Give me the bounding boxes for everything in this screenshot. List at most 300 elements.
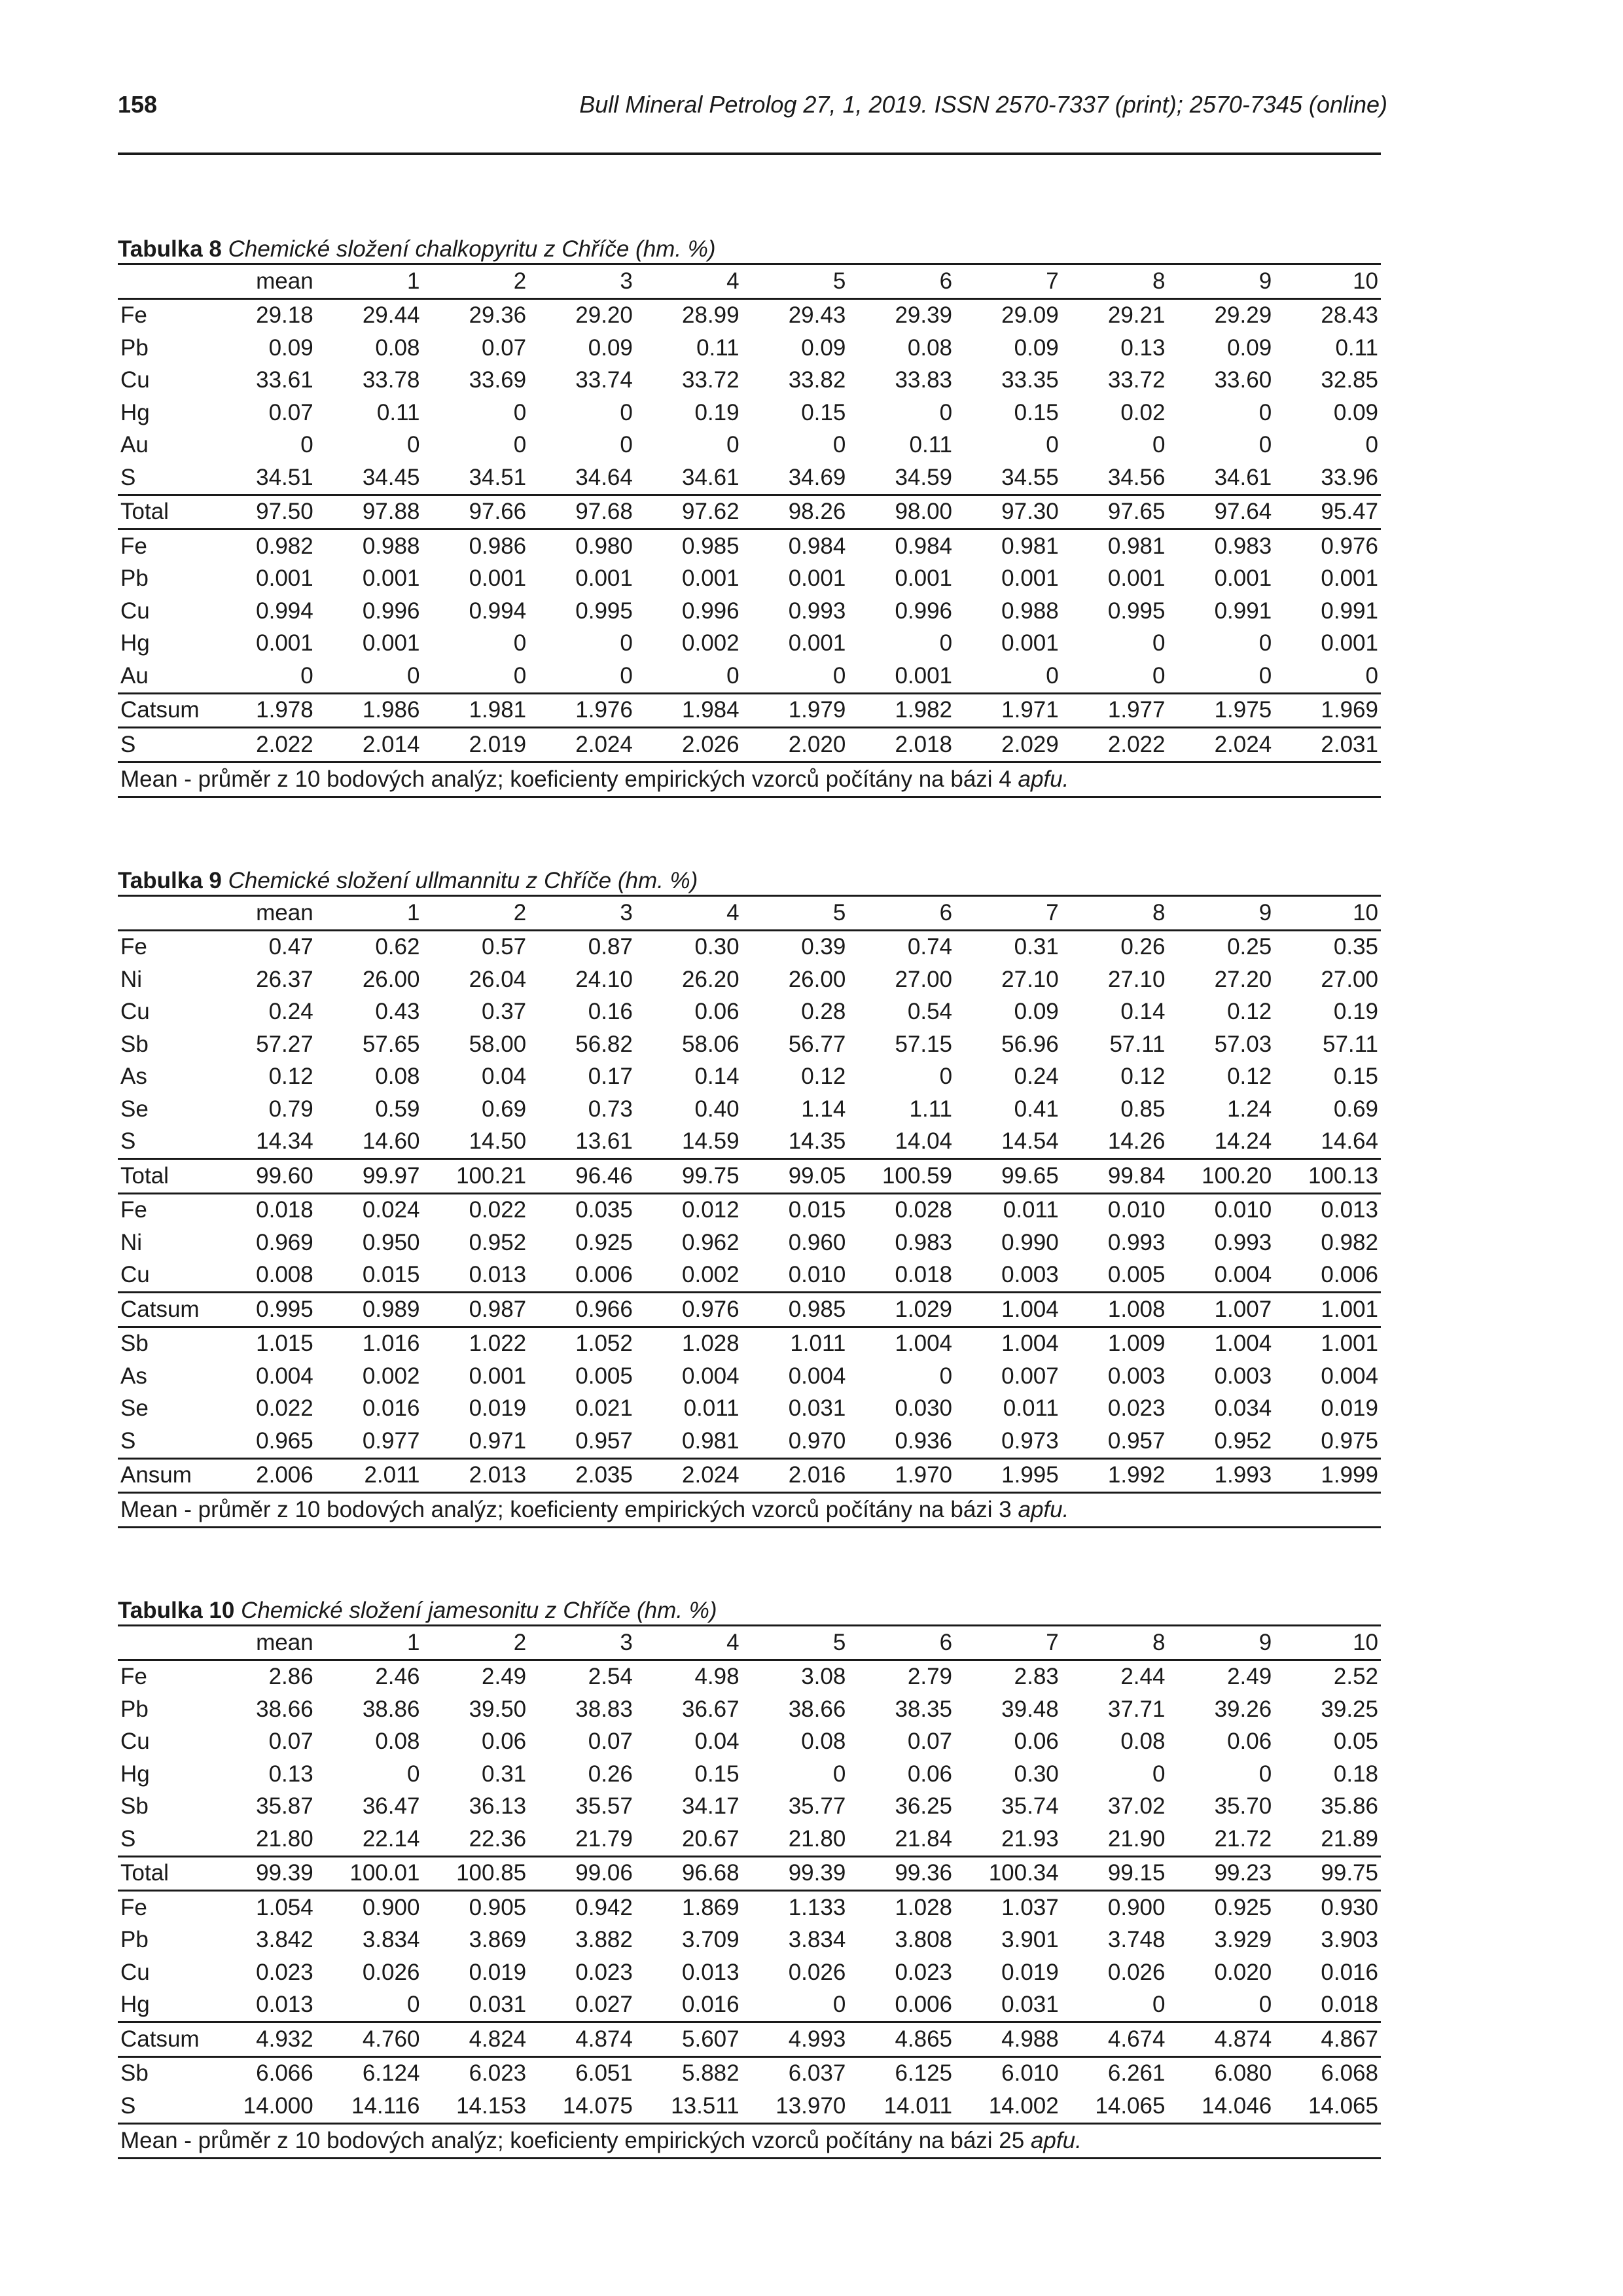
table-cell: 36.25	[895, 1793, 953, 1820]
row-label: S	[120, 464, 136, 490]
table-cell: 0	[1152, 630, 1166, 656]
table-row	[118, 1791, 1381, 1823]
table-cell: 0.16	[588, 999, 633, 1025]
table-cell: 0	[1046, 432, 1059, 458]
table-cell: 0.005	[575, 1363, 633, 1389]
table-row	[118, 2090, 1381, 2123]
table-cell: 0.12	[268, 1064, 313, 1090]
table-cell: 0.001	[575, 565, 633, 592]
table-cell: 58.06	[682, 1031, 740, 1057]
table-row	[118, 2022, 1381, 2057]
table-cell: 0.13	[268, 1761, 313, 1787]
table-row	[118, 1093, 1381, 1126]
table-cell: 0.06	[694, 999, 740, 1025]
table-cell: 57.27	[256, 1031, 313, 1057]
table-row	[118, 1823, 1381, 1856]
column-header	[118, 896, 209, 931]
table-cell: 99.23	[1214, 1860, 1272, 1886]
table-cell: 0.24	[1014, 1064, 1059, 1090]
table-cell: 21.80	[788, 1825, 846, 1852]
table-cell: 0.980	[575, 533, 633, 559]
table-cell: 6.066	[256, 2060, 313, 2087]
table-cell: 0.006	[895, 1992, 953, 2018]
table-row	[118, 1259, 1381, 1293]
table-cell: 0.05	[1333, 1729, 1378, 1755]
table-cell: 98.00	[895, 499, 953, 525]
table-cell: 1.001	[1321, 1331, 1378, 1357]
table-cell: 0.41	[1014, 1096, 1059, 1122]
row-label: Hg	[120, 630, 150, 656]
table-cell: 0.013	[682, 1959, 740, 1985]
table-cell: 0.001	[362, 565, 420, 592]
table-cell: 0.09	[1227, 334, 1272, 361]
table-cell: 26.00	[788, 966, 846, 992]
journal-citation: Bull Mineral Petrolog 27, 1, 2019. ISSN 2570-7337 (print); 2570-7345 (online)	[579, 91, 1387, 118]
table-cell: 0.59	[375, 1096, 420, 1122]
table-cell: 0.12	[801, 1064, 846, 1090]
table-cell: 0.12	[1227, 1064, 1272, 1090]
table-cell: 0.993	[788, 598, 846, 624]
table-cell: 3.929	[1214, 1927, 1272, 1953]
column-header: 10	[1353, 899, 1378, 925]
table-cell: 0.970	[788, 1427, 846, 1454]
table-cell: 0.003	[1107, 1363, 1166, 1389]
table-cell: 0.016	[1321, 1959, 1378, 1985]
table-cell: 13.511	[671, 2092, 740, 2119]
table-row	[118, 429, 1381, 462]
table-cell: 0.966	[575, 1296, 633, 1322]
composition-table	[118, 895, 1381, 1494]
table-cell: 33.78	[362, 367, 420, 393]
table-cell: 0.993	[1214, 1229, 1272, 1255]
table-cell: 4.760	[362, 2026, 420, 2052]
row-label: Fe	[120, 934, 147, 960]
table-cell: 0.989	[362, 1296, 420, 1322]
table-cell: 0	[1258, 630, 1272, 656]
table-cell: 0.09	[588, 334, 633, 361]
table-cell: 33.74	[575, 367, 633, 393]
table-cell: 1.981	[469, 697, 527, 723]
table-cell: 99.05	[788, 1162, 846, 1189]
table-cell: 6.124	[362, 2060, 420, 2087]
column-header: 2	[513, 899, 527, 925]
page-number: 158	[118, 91, 158, 118]
row-label: Pb	[120, 334, 149, 361]
table-cell: 0	[513, 630, 527, 656]
table-cell: 2.011	[364, 1462, 420, 1488]
table-cell: 3.709	[682, 1927, 740, 1953]
table-cell: 56.96	[1001, 1031, 1059, 1057]
table-cell: 33.83	[895, 367, 953, 393]
table-cell: 0	[513, 399, 527, 425]
table-cell: 0.005	[1107, 1262, 1166, 1288]
table-cell: 0.993	[1107, 1229, 1166, 1255]
table-cell: 95.47	[1321, 499, 1378, 525]
table-cell: 0.26	[588, 1761, 633, 1787]
column-header: 1	[406, 268, 420, 294]
table-cell: 0.975	[1321, 1427, 1378, 1454]
composition-table	[118, 263, 1381, 763]
table-cell: 2.86	[268, 1664, 313, 1690]
table-cell: 0.019	[469, 1959, 527, 1985]
table-note-unit: apfu.	[1018, 1497, 1069, 1522]
table-cell: 0.969	[256, 1229, 313, 1255]
table-cell: 3.834	[788, 1927, 846, 1953]
table-cell: 2.013	[469, 1462, 527, 1488]
table-cell: 35.70	[1214, 1793, 1272, 1820]
column-header: 6	[939, 899, 953, 925]
table-cell: 0.08	[375, 1729, 420, 1755]
column-header: mean	[256, 1629, 313, 1655]
table-cell: 0.976	[1321, 533, 1378, 559]
row-label: S	[120, 731, 136, 757]
table-cell: 0.034	[1214, 1395, 1272, 1422]
table-cell: 0.026	[1107, 1959, 1166, 1985]
column-header: 3	[620, 268, 633, 294]
table-cell: 34.45	[362, 464, 420, 490]
table-cell: 0	[620, 662, 633, 689]
row-label: S	[120, 1128, 136, 1155]
table-cell: 2.031	[1321, 731, 1378, 757]
table-cell: 1.978	[256, 697, 313, 723]
table-cell: 0.69	[482, 1096, 527, 1122]
table-cell: 29.21	[1107, 302, 1166, 329]
table-cell: 26.37	[256, 966, 313, 992]
table-row	[118, 397, 1381, 429]
table-cell: 0	[1046, 662, 1059, 689]
row-label: S	[120, 2092, 136, 2119]
table-cell: 26.04	[469, 966, 527, 992]
table-cell: 0.018	[256, 1197, 313, 1223]
table-cell: 0.008	[256, 1262, 313, 1288]
table-row	[118, 1458, 1381, 1493]
table-cell: 2.019	[469, 731, 527, 757]
table-jamesonite	[118, 1597, 1381, 2159]
row-label: Pb	[120, 1696, 149, 1722]
table-row	[118, 660, 1381, 693]
table-cell: 0.19	[1333, 999, 1378, 1025]
table-cell: 0.015	[788, 1197, 846, 1223]
table-cell: 0.981	[1001, 533, 1059, 559]
table-cell: 0.019	[469, 1395, 527, 1422]
table-cell: 1.004	[1001, 1331, 1059, 1357]
table-cell: 0.016	[682, 1992, 740, 2018]
table-cell: 0.971	[469, 1427, 527, 1454]
table-cell: 0.013	[1321, 1197, 1378, 1223]
table-cell: 0	[832, 1761, 846, 1787]
row-label: Hg	[120, 399, 150, 425]
table-cell: 4.988	[1001, 2026, 1059, 2052]
table-cell: 0.019	[1001, 1959, 1059, 1985]
table-cell: 0	[620, 399, 633, 425]
table-cell: 27.00	[1321, 966, 1378, 992]
table-cell: 3.748	[1107, 1927, 1166, 1953]
table-cell: 3.901	[1001, 1927, 1059, 1953]
table-cell: 0.001	[1321, 565, 1378, 592]
table-cell: 0.09	[1333, 399, 1378, 425]
table-cell: 34.69	[788, 464, 846, 490]
table-cell: 0.023	[256, 1959, 313, 1985]
table-cell: 0.031	[788, 1395, 846, 1422]
table-cell: 0.004	[682, 1363, 740, 1389]
table-cell: 1.037	[1001, 1894, 1059, 1920]
table-cell: 0.995	[256, 1296, 313, 1322]
table-cell: 100.13	[1308, 1162, 1378, 1189]
column-header: 9	[1258, 1629, 1272, 1655]
table-cell: 3.882	[575, 1927, 633, 1953]
column-header: mean	[256, 899, 313, 925]
column-header: 1	[406, 899, 420, 925]
table-label: Tabulka 8	[118, 236, 222, 262]
table-cell: 0.13	[1120, 334, 1166, 361]
table-cell: 0.957	[1107, 1427, 1166, 1454]
table-caption	[118, 236, 1381, 263]
table-cell: 14.59	[682, 1128, 740, 1155]
table-cell: 0.24	[268, 999, 313, 1025]
table-cell: 4.993	[788, 2026, 846, 2052]
table-cell: 1.970	[895, 1462, 953, 1488]
table-cell: 1.029	[895, 1296, 953, 1322]
table-cell: 100.34	[988, 1860, 1059, 1886]
table-row	[118, 996, 1381, 1029]
table-cell: 0.15	[694, 1761, 740, 1787]
table-cell: 2.018	[895, 731, 953, 757]
table-cell: 29.43	[788, 302, 846, 329]
column-header: 1	[406, 1629, 420, 1655]
table-cell: 1.004	[1214, 1331, 1272, 1357]
table-cell: 0.11	[1335, 334, 1378, 361]
table-cell: 0.010	[1107, 1197, 1166, 1223]
table-cell: 1.022	[469, 1331, 527, 1357]
table-cell: 100.85	[456, 1860, 527, 1886]
column-header: 7	[1046, 1629, 1059, 1655]
table-cell: 0.020	[1214, 1959, 1272, 1985]
table-cell: 0.06	[482, 1729, 527, 1755]
table-cell: 0.981	[1107, 533, 1166, 559]
table-cell: 0.024	[362, 1197, 420, 1223]
table-row	[118, 595, 1381, 628]
table-note	[118, 2125, 1381, 2159]
column-header: 5	[832, 1629, 846, 1655]
row-label: Fe	[120, 533, 147, 559]
table-row	[118, 1061, 1381, 1094]
table-cell: 97.50	[256, 499, 313, 525]
table-row	[118, 1693, 1381, 1726]
table-row	[118, 461, 1381, 495]
row-label: Catsum	[120, 697, 200, 723]
table-cell: 0.001	[256, 630, 313, 656]
row-label: Total	[120, 1162, 169, 1189]
table-chalcopyrite	[118, 236, 1381, 798]
row-label: Sb	[120, 1031, 149, 1057]
table-cell: 0	[1365, 662, 1378, 689]
table-row	[118, 1891, 1381, 1924]
table-cell: 2.024	[682, 1462, 740, 1488]
table-cell: 0.30	[1014, 1761, 1059, 1787]
table-cell: 21.93	[1001, 1825, 1059, 1852]
table-note-unit: apfu.	[1030, 2127, 1082, 2153]
table-cell: 0.73	[588, 1096, 633, 1122]
table-cell: 0.987	[469, 1296, 527, 1322]
table-cell: 0.002	[362, 1363, 420, 1389]
table-cell: 57.65	[362, 1031, 420, 1057]
table-cell: 0.001	[1214, 565, 1272, 592]
table-cell: 6.080	[1214, 2060, 1272, 2087]
table-cell: 0.001	[362, 630, 420, 656]
column-header: 8	[1152, 1629, 1166, 1655]
table-cell: 3.869	[469, 1927, 527, 1953]
table-cell: 6.010	[1001, 2060, 1059, 2087]
table-cell: 0.15	[1014, 399, 1059, 425]
table-cell: 1.979	[788, 697, 846, 723]
row-label: Ni	[120, 966, 143, 992]
table-cell: 0	[939, 399, 953, 425]
row-label: Cu	[120, 1959, 150, 1985]
table-cell: 99.39	[788, 1860, 846, 1886]
table-cell: 0.26	[1120, 934, 1166, 960]
table-cell: 14.04	[895, 1128, 953, 1155]
table-cell: 99.75	[682, 1162, 740, 1189]
table-cell: 2.006	[256, 1462, 313, 1488]
row-label: S	[120, 1825, 136, 1852]
table-cell: 0	[300, 432, 313, 458]
table-cell: 1.008	[1107, 1296, 1166, 1322]
table-cell: 33.72	[1107, 367, 1166, 393]
column-header: 9	[1258, 268, 1272, 294]
table-cell: 2.020	[788, 731, 846, 757]
table-cell: 97.30	[1001, 499, 1059, 525]
table-row	[118, 495, 1381, 529]
table-cell: 27.00	[895, 966, 953, 992]
table-cell: 0.31	[482, 1761, 527, 1787]
table-cell: 0.982	[1321, 1229, 1378, 1255]
table-cell: 0.09	[1014, 334, 1059, 361]
table-cell: 0.988	[362, 533, 420, 559]
table-cell: 34.17	[682, 1793, 740, 1820]
table-cell: 35.86	[1321, 1793, 1378, 1820]
table-row	[118, 1660, 1381, 1693]
table-title: Chemické složení chalkopyritu z Chříče (hm. %)	[228, 236, 716, 262]
table-cell: 0.031	[469, 1992, 527, 2018]
table-cell: 0.026	[788, 1959, 846, 1985]
table-cell: 0.001	[895, 662, 953, 689]
row-label: Se	[120, 1096, 149, 1122]
table-cell: 1.995	[1001, 1462, 1059, 1488]
table-cell: 0	[726, 662, 740, 689]
column-header: 2	[513, 268, 527, 294]
table-cell: 98.26	[788, 499, 846, 525]
table-cell: 100.59	[882, 1162, 953, 1189]
table-cell: 0.35	[1333, 934, 1378, 960]
table-cell: 0.022	[469, 1197, 527, 1223]
table-cell: 0.74	[907, 934, 953, 960]
table-cell: 0.952	[1214, 1427, 1272, 1454]
table-cell: 2.83	[1014, 1664, 1059, 1690]
table-cell: 0	[939, 1064, 953, 1090]
table-cell: 0.37	[482, 999, 527, 1025]
table-cell: 39.25	[1321, 1696, 1378, 1722]
table-cell: 13.61	[575, 1128, 633, 1155]
table-row	[118, 529, 1381, 563]
table-cell: 0.004	[788, 1363, 846, 1389]
table-cell: 24.10	[575, 966, 633, 992]
column-header: 3	[620, 1629, 633, 1655]
table-header-row	[118, 264, 1381, 299]
header-rule	[118, 152, 1381, 155]
table-row	[118, 1924, 1381, 1957]
table-cell: 1.001	[1321, 1296, 1378, 1322]
table-cell: 0	[513, 662, 527, 689]
table-cell: 0.14	[1120, 999, 1166, 1025]
table-cell: 0.991	[1321, 598, 1378, 624]
table-cell: 29.29	[1214, 302, 1272, 329]
table-cell: 14.153	[456, 2092, 527, 2119]
table-cell: 96.46	[575, 1162, 633, 1189]
column-header: 2	[513, 1629, 527, 1655]
table-cell: 28.43	[1321, 302, 1378, 329]
table-cell: 0	[1258, 1992, 1272, 2018]
table-cell: 14.065	[1308, 2092, 1378, 2119]
table-cell: 0.013	[256, 1992, 313, 2018]
table-cell: 99.60	[256, 1162, 313, 1189]
table-cell: 0.985	[788, 1296, 846, 1322]
table-cell: 1.133	[788, 1894, 846, 1920]
row-label: Catsum	[120, 2026, 200, 2052]
table-cell: 14.54	[1001, 1128, 1059, 1155]
table-cell: 39.26	[1214, 1696, 1272, 1722]
table-cell: 0.08	[907, 334, 953, 361]
table-row	[118, 628, 1381, 660]
table-cell: 0.994	[256, 598, 313, 624]
table-cell: 29.39	[895, 302, 953, 329]
table-cell: 38.86	[362, 1696, 420, 1722]
table-cell: 38.66	[788, 1696, 846, 1722]
table-cell: 0.006	[575, 1262, 633, 1288]
table-cell: 2.49	[1227, 1664, 1272, 1690]
table-cell: 0.984	[788, 533, 846, 559]
table-cell: 22.36	[469, 1825, 527, 1852]
table-cell: 34.55	[1001, 464, 1059, 490]
table-cell: 0.001	[469, 565, 527, 592]
table-row	[118, 1360, 1381, 1393]
table-cell: 0.023	[895, 1959, 953, 1985]
table-cell: 2.49	[482, 1664, 527, 1690]
table-row	[118, 1293, 1381, 1327]
table-cell: 21.80	[256, 1825, 313, 1852]
table-cell: 3.808	[895, 1927, 953, 1953]
table-cell: 20.67	[682, 1825, 740, 1852]
table-cell: 0.06	[1014, 1729, 1059, 1755]
row-label: Total	[120, 1860, 169, 1886]
row-label: Hg	[120, 1761, 150, 1787]
table-cell: 0.43	[375, 999, 420, 1025]
table-cell: 6.068	[1321, 2060, 1378, 2087]
table-cell: 1.054	[256, 1894, 313, 1920]
table-cell: 0.08	[375, 1064, 420, 1090]
row-label: Cu	[120, 1729, 150, 1755]
table-cell: 36.13	[469, 1793, 527, 1820]
table-cell: 0	[726, 432, 740, 458]
row-label: As	[120, 1363, 147, 1389]
table-cell: 0	[1152, 1992, 1166, 2018]
row-label: Sb	[120, 1793, 149, 1820]
table-cell: 27.10	[1107, 966, 1166, 992]
table-cell: 0.983	[1214, 533, 1272, 559]
table-cell: 0.019	[1321, 1395, 1378, 1422]
table-cell: 2.52	[1333, 1664, 1378, 1690]
table-cell: 100.21	[456, 1162, 527, 1189]
row-label: Total	[120, 499, 169, 525]
